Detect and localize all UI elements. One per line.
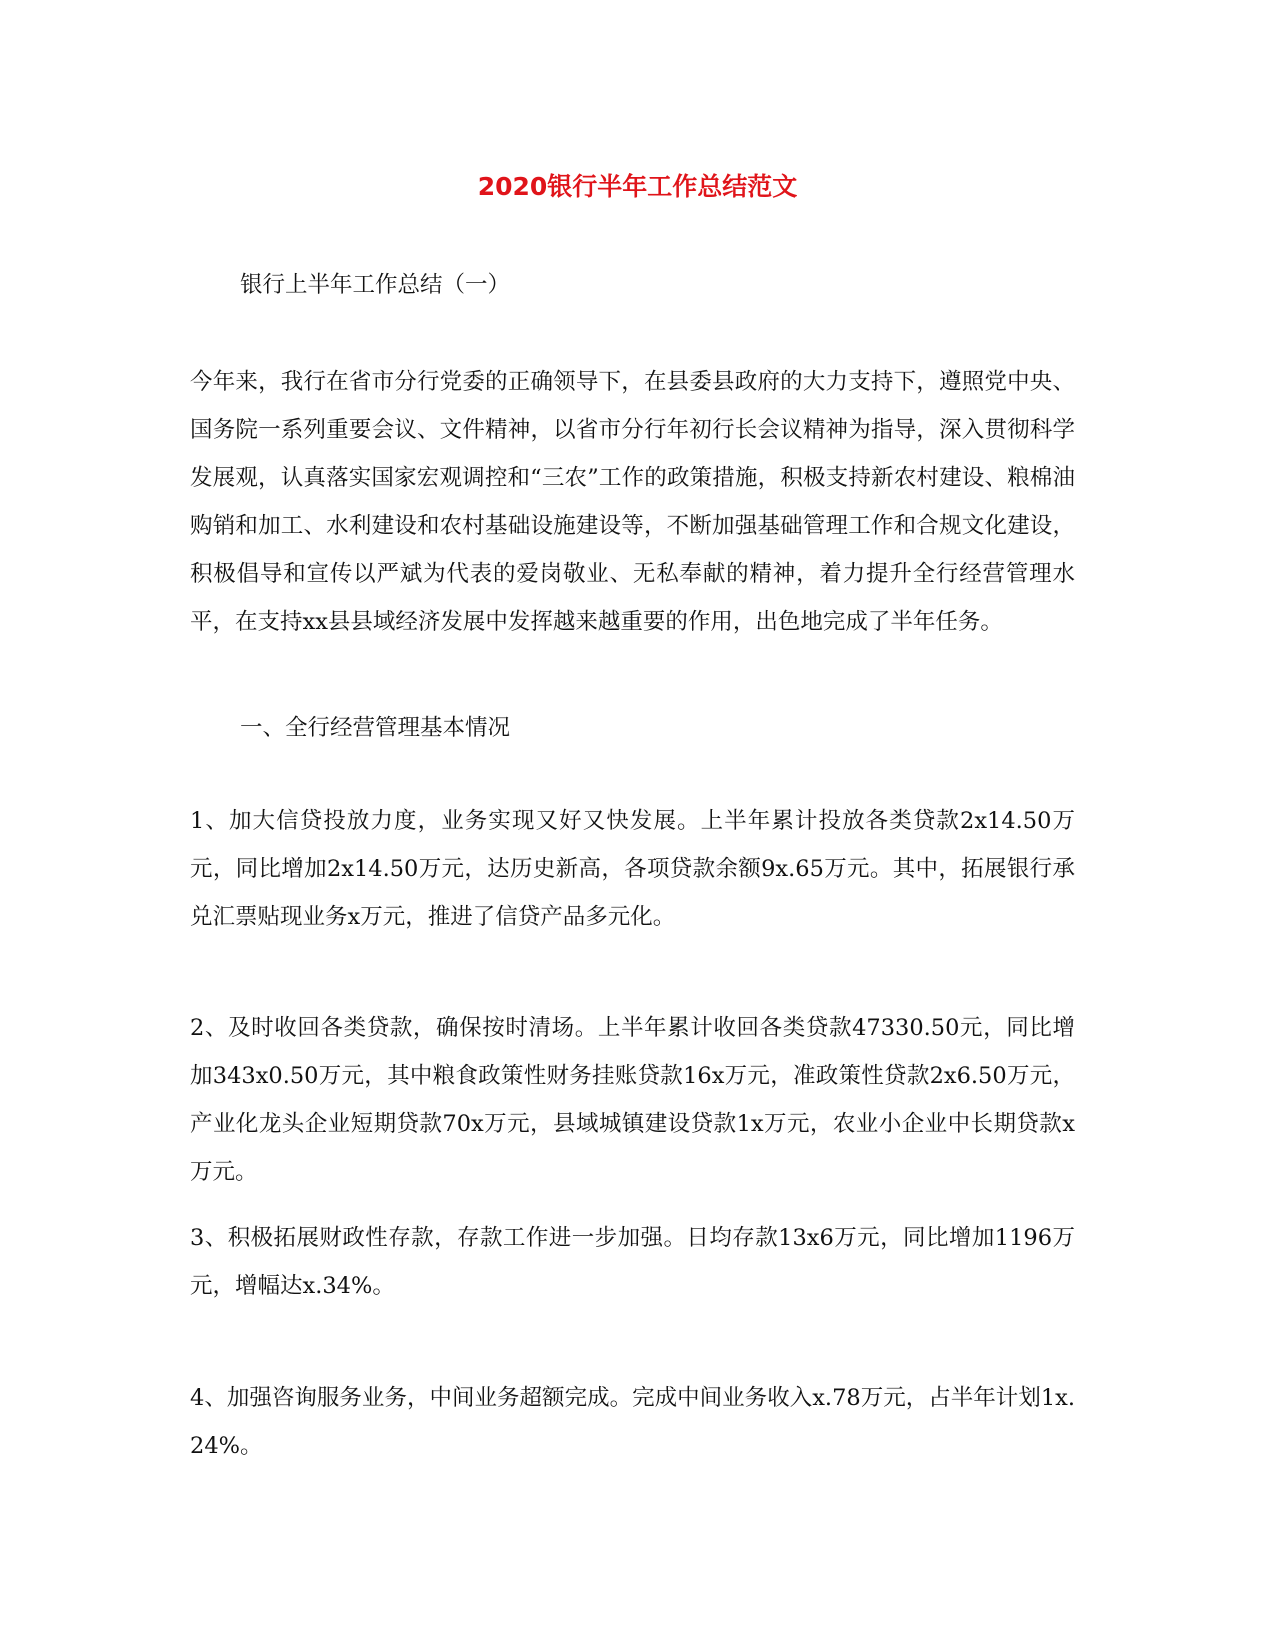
list-item: 3、积极拓展财政性存款，存款工作进一步加强。日均存款13x6万元，同比增加1196万元，增幅达x.34%。 <box>190 1225 1075 1299</box>
document-title: 2020银行半年工作总结范文 <box>477 172 798 201</box>
intro-paragraph: 今年来，我行在省市分行党委的正确领导下，在县委县政府的大力支持下，遵照党中央、国务院一系列重要会议、文件精神，以省市分行年初行长会议精神为指导，深入贯彻科学发展观，认真落实国家宏观调控和“三农”工作的政策措施，积极支持新农村建设、粮棉油购销和加工、水利建设和农村基础设施建设等，不断加强基础管理工作和合规文化建设，积极倡导和宣传以严斌为代表的爱岗敬业、无私奉献的精神，着力提升全行经营管理水平，在支持xx县县域经济发展中发挥越来越重要的作用，出色地完成了半年任务。 <box>190 369 1075 635</box>
section-heading: 一、全行经营管理基本情况 <box>240 715 511 741</box>
list-item: 2、及时收回各类贷款，确保按时清场。上半年累计收回各类贷款47330.50元，同比增加343x0.50万元，其中粮食政策性财务挂账贷款16x万元，准政策性贷款2x6.50万元，产业化龙头企业短期贷款70x万元，县域城镇建设贷款1x万元，农业小企业中长期贷款x万元。 <box>190 1015 1075 1185</box>
list-item: 1、加大信贷投放力度，业务实现又好又快发展。上半年累计投放各类贷款2x14.50万元，同比增加2x14.50万元，达历史新高，各项贷款余额9x.65万元。其中，拓展银行承兑汇票贴现业务x万元，推进了信贷产品多元化。 <box>190 808 1075 930</box>
list-item: 4、加强咨询服务业务，中间业务超额完成。完成中间业务收入x.78万元，占半年计划1x.24%。 <box>190 1385 1075 1459</box>
document-subtitle: 银行上半年工作总结（一） <box>240 272 511 298</box>
